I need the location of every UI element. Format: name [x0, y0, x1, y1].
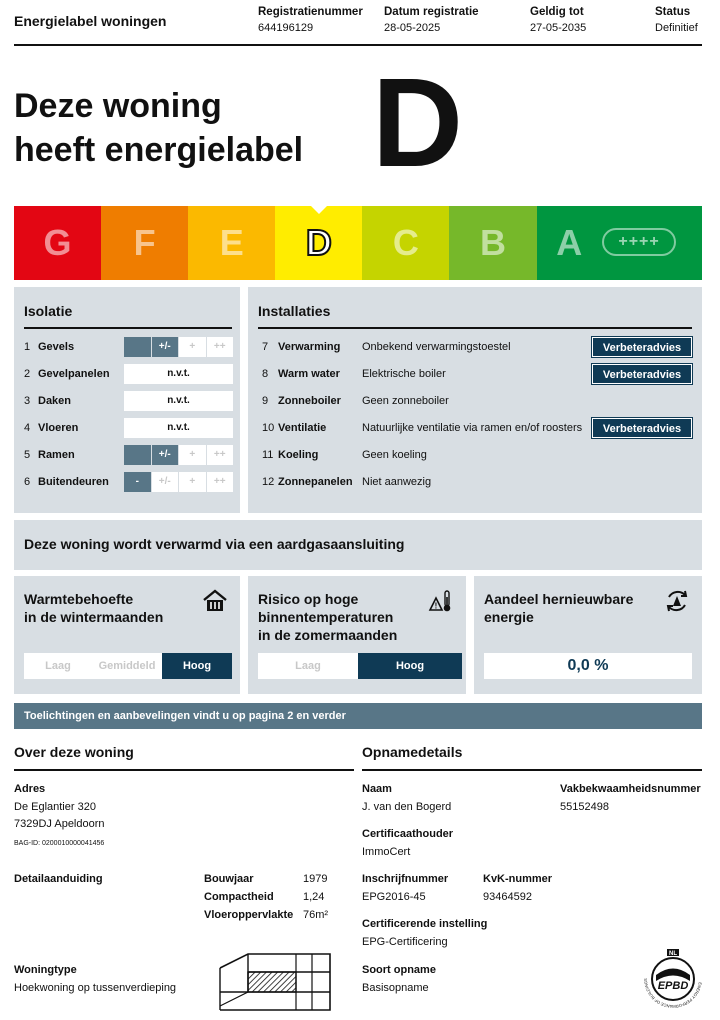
label-letter-e: E — [219, 222, 244, 263]
warmtebehoefte-title-line-2: in de wintermaanden — [24, 609, 164, 625]
row-value: Geen zonneboiler — [362, 395, 449, 407]
row-name: Verwarming — [278, 341, 341, 353]
isolatie-row — [24, 472, 236, 492]
soort-opname-label: Soort opname — [362, 964, 436, 976]
level-gemiddeld: Gemiddeld — [92, 653, 162, 679]
label-segment-c — [362, 206, 449, 280]
renewable-cycle-icon — [664, 588, 690, 614]
naam-label: Naam — [362, 783, 392, 795]
row-number: 1 — [24, 341, 31, 353]
installaties-rule — [258, 327, 692, 329]
installatie-row — [262, 472, 692, 492]
row-number: 2 — [24, 368, 31, 380]
isolatie-panel — [14, 287, 240, 513]
hero-line-1: Deze woning — [14, 87, 222, 125]
adres-label: Adres — [14, 783, 46, 795]
label-segment-d — [275, 206, 362, 280]
svg-text:!: ! — [434, 601, 438, 611]
risico-title-line-2: binnentemperaturen — [258, 609, 394, 625]
level-laag: Laag — [258, 653, 358, 679]
logo-nl-text: NL — [669, 951, 677, 957]
row-name: Zonneboiler — [278, 395, 341, 407]
row-name: Warm water — [278, 368, 340, 380]
row-value: Niet aanwezig — [362, 476, 432, 488]
isolatie-row — [24, 418, 236, 438]
row-name: Ramen — [38, 449, 75, 461]
row-number: 5 — [24, 449, 31, 461]
isolatie-rating-scale — [124, 418, 234, 438]
warmtebehoefte-title-line-1: Warmtebehoefte — [24, 591, 134, 607]
hernieuwbaar-title — [484, 590, 633, 626]
label-letter-c: C — [392, 222, 419, 263]
rating-cell: +/- — [152, 445, 179, 465]
row-number: 3 — [24, 395, 31, 407]
energy-label-letter: D — [372, 52, 463, 193]
row-name: Vloeren — [38, 422, 79, 434]
rating-cell: - — [124, 472, 151, 492]
geldig-value: 27-05-2035 — [530, 22, 587, 34]
datum-label: Datum registratie — [384, 6, 479, 18]
row-number: 4 — [24, 422, 31, 434]
status-block — [655, 6, 698, 34]
label-letter-d: D — [305, 222, 332, 263]
warning-thermometer-icon — [428, 588, 454, 614]
isolatie-row — [24, 337, 236, 357]
hero-title — [14, 84, 374, 172]
woningtype-value: Hoekwoning op tussenverdieping — [14, 982, 177, 994]
kvk-value: 93464592 — [483, 891, 532, 903]
row-number: 11 — [262, 449, 274, 461]
geldig-label: Geldig tot — [530, 6, 584, 18]
risico-level-scale — [258, 653, 462, 679]
document-title: Energielabel woningen — [14, 13, 167, 29]
house-heat-icon — [202, 588, 228, 614]
level-hoog: Hoog — [358, 653, 462, 679]
hero-line-2: heeft energielabel — [14, 131, 304, 169]
installaties-panel — [248, 287, 702, 513]
energy-label-scale — [14, 206, 702, 280]
warmtebehoefte-title — [24, 590, 163, 626]
rating-cell: + — [179, 337, 206, 357]
row-number: 8 — [262, 368, 269, 380]
rating-cell: +/- — [152, 337, 179, 357]
isolatie-rating-scale — [124, 472, 234, 492]
certificaathouder-label: Certificaathouder — [362, 828, 454, 840]
status-value: Definitief — [655, 22, 698, 34]
registratienummer-label: Registratienummer — [258, 6, 363, 18]
row-name: Koeling — [278, 449, 319, 461]
row-name: Ventilatie — [278, 422, 327, 434]
naam-value: J. van den Bogerd — [362, 801, 452, 813]
label-segment-e — [188, 206, 275, 280]
row-value: Geen koeling — [362, 449, 427, 461]
hernieuwbaar-title-line-1: Aandeel hernieuwbare — [484, 591, 634, 607]
installatie-row — [262, 364, 692, 384]
isolatie-row — [24, 391, 236, 411]
bouwjaar-value: 1979 — [303, 873, 328, 885]
label-segment-b — [449, 206, 536, 280]
rating-cell: ++ — [207, 337, 234, 357]
isolatie-rating-scale — [124, 445, 234, 465]
vakbekwaamheid-label: Vakbekwaamheidsnummer — [560, 783, 701, 795]
bag-id: BAG-ID: 0200010000041456 — [14, 840, 105, 847]
verbeteradvies-button[interactable]: Verbeteradvies — [592, 337, 692, 357]
risico-title-line-3: in de zomermaanden — [258, 627, 398, 643]
label-segment-a — [537, 206, 702, 280]
installatie-row — [262, 337, 692, 357]
label-letter-g: G — [43, 222, 72, 263]
installatie-row — [262, 418, 692, 438]
row-name: Daken — [38, 395, 72, 407]
registratienummer-value: 644196129 — [258, 22, 314, 34]
soort-opname-value: Basisopname — [362, 982, 429, 994]
instelling-label: Certificerende instelling — [362, 918, 488, 930]
woningtype-label: Woningtype — [14, 964, 77, 976]
row-number: 6 — [24, 476, 31, 488]
row-number: 12 — [262, 476, 275, 488]
adres-line-2: 7329DJ Apeldoorn — [14, 818, 105, 830]
isolatie-rating-scale — [124, 391, 234, 411]
row-value: Elektrische boiler — [362, 368, 446, 380]
registratienummer-block — [258, 6, 363, 34]
row-name: Gevelpanelen — [38, 368, 110, 380]
row-value: Onbekend verwarmingstoestel — [362, 341, 511, 353]
row-number: 10 — [262, 422, 275, 434]
isolatie-title: Isolatie — [24, 303, 73, 319]
verbeteradvies-button[interactable]: Verbeteradvies — [592, 418, 692, 438]
hernieuwbaar-percentage: 0,0 % — [484, 653, 692, 679]
installatie-row — [262, 445, 692, 465]
warmtebehoefte-card — [14, 576, 240, 694]
rating-cell: +/- — [152, 472, 179, 492]
certificaathouder-value: ImmoCert — [362, 846, 411, 858]
rating-cell: + — [179, 472, 206, 492]
risico-title — [258, 590, 397, 644]
rating-cell: ++ — [207, 445, 234, 465]
rating-value: n.v.t. — [124, 391, 233, 411]
isolatie-row — [24, 445, 236, 465]
geldig-block — [530, 6, 586, 34]
hernieuwbaar-title-line-2: energie — [484, 609, 534, 625]
verbeteradvies-button[interactable]: Verbeteradvies — [592, 364, 692, 384]
vakbekwaamheid-value: 55152498 — [560, 801, 609, 813]
status-label: Status — [655, 6, 691, 18]
rating-cell: ++ — [207, 472, 234, 492]
row-name: Gevels — [38, 341, 75, 353]
heating-statement: Deze woning wordt verwarmd via een aardgasaansluiting — [14, 520, 702, 570]
compactheid-label: Compactheid — [204, 891, 274, 903]
isolatie-row — [24, 364, 236, 384]
row-name: Buitendeuren — [38, 476, 109, 488]
rating-cell — [124, 445, 151, 465]
risico-title-line-1: Risico op hoge — [258, 591, 359, 607]
logo-ring-text: ENERGY PERFORMANCE OF BUILDINGS — [642, 978, 703, 1010]
row-value: Natuurlijke ventilatie via ramen en/of roosters — [362, 422, 583, 434]
epbd-logo — [642, 948, 704, 1010]
level-hoog: Hoog — [162, 653, 232, 679]
label-letter-b: B — [480, 222, 507, 263]
label-letter-a: A — [556, 222, 583, 263]
building-type-icon — [218, 952, 334, 1012]
logo-epbd-text: EPBD — [657, 980, 689, 992]
datum-value: 28-05-2025 — [384, 22, 441, 34]
risico-card — [248, 576, 466, 694]
isolatie-rule — [24, 327, 232, 329]
datum-block — [384, 6, 479, 34]
vloeroppervlakte-value: 76m² — [303, 909, 329, 921]
woning-section-title: Over deze woning — [14, 744, 134, 760]
vloeroppervlakte-label: Vloeroppervlakte — [204, 909, 294, 921]
level-laag: Laag — [24, 653, 92, 679]
installatie-row — [262, 391, 692, 411]
detailaanduiding-label: Detailaanduiding — [14, 873, 103, 885]
rating-value: n.v.t. — [124, 418, 233, 438]
adres-line-1: De Eglantier 320 — [14, 801, 96, 813]
compactheid-value: 1,24 — [303, 891, 325, 903]
inschrijfnummer-value: EPG2016-45 — [362, 891, 426, 903]
warmtebehoefte-level-scale — [24, 653, 232, 679]
notice-banner: Toelichtingen en aanbevelingen vindt u op pagina 2 en verder — [14, 703, 702, 729]
document-header — [14, 0, 702, 46]
rating-cell: + — [179, 445, 206, 465]
row-number: 9 — [262, 395, 269, 407]
label-letter-f: F — [133, 222, 156, 263]
isolatie-rating-scale — [124, 364, 234, 384]
rating-cell — [124, 337, 151, 357]
opname-rule — [362, 769, 702, 771]
rating-value: n.v.t. — [124, 364, 233, 384]
opname-section-title: Opnamedetails — [362, 744, 463, 760]
hernieuwbaar-card — [474, 576, 702, 694]
row-name: Zonnepanelen — [278, 476, 353, 488]
row-number: 7 — [262, 341, 269, 353]
instelling-value: EPG-Certificering — [362, 936, 448, 948]
bouwjaar-label: Bouwjaar — [204, 873, 254, 885]
label-segment-g — [14, 206, 101, 280]
installaties-title: Installaties — [258, 303, 331, 319]
label-a-plus-badge: ++++ — [602, 228, 676, 256]
inschrijfnummer-label: Inschrijfnummer — [362, 873, 449, 885]
kvk-label: KvK-nummer — [483, 873, 553, 885]
label-segment-f — [101, 206, 188, 280]
woning-rule — [14, 769, 354, 771]
isolatie-rating-scale — [124, 337, 234, 357]
